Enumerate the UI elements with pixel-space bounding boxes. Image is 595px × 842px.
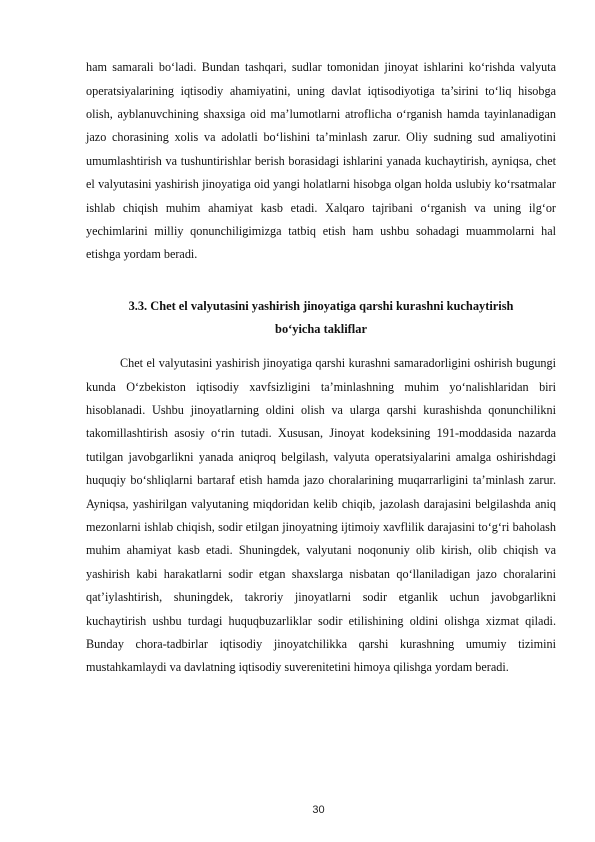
paragraph-body: Chet el valyutasini yashirish jinoyatiga qarshi kurashni samaradorligini oshirish bugungi kunda O‘zbekiston iqtisodiy xavfsizligini ta’minlashning muhim yo‘nalishlaridan biri hisoblanadi. Ushbu jinoyatlarning oldini olish va ularga qarshi kurashishda qonunchilikni takomillashtirish asosiy o‘rin tutadi. Xususan, Jinoyat kodeksining 191-moddasida nazarda tutilgan javobgarlikni yanada aniqroq belgilash, valyuta operatsiyalarini amalga oshirishdagi huquqiy bo‘shliqlarni bartaraf etish hamda jazo choralarining muqarrarligini ta’minlash zarur. Ayniqsa, yashirilgan valyutaning miqdoridan kelib chiqib, jazolash darajasini belgilashda aniq mezonlarni ishlab chiqish, sodir etilgan jinoyatning ijtimoiy xavflilik darajasini to‘g‘ri baholash muhim ahamiyat kasb etadi. Shuningdek, valyutani noqonuniy olib kirish, olib chiqish va yashirish kabi harakatlarni sodir etgan shaxslarga nisbatan qo‘llaniladigan jazo choralarini qat’iylashtirish, shuningdek, takroriy jinoyatlarni sodir etganlik uchun javobgarlikni kuchaytirish ushbu turdagi huquqbuzarliklar sodir etilishining oldini olishga xizmat qiladi. Bunday chora-tadbirlar iqtisodiy jinoyatchilikka qarshi kurashning umumiy tizimini mustahkamlaydi va davlatning iqtisodiy suverenitetini himoya qilishga yordam beradi.: [86, 356, 556, 675]
section-heading-line-1: 3.3. Chet el valyutasini yashirish jinoyatiga qarshi kurashni kuchaytirish: [128, 299, 514, 313]
section-heading: [86, 295, 556, 342]
section-heading-line-2: bo‘yicha takliflar: [275, 322, 367, 337]
paragraph-continuation: ham samarali bo‘ladi. Bundan tashqari, sudlar tomonidan jinoyat ishlarini ko‘rishda valyuta operatsiyalarining iqtisodiy ahamiyatini, uning davlat iqtisodiyotiga ta’sirini to‘liq hisobga olish, ayblanuvchining shaxsiga oid ma’lumotlarni atroflicha o‘rganish hamda tayinlanadigan jazo chorasining xolis va adolatli bo‘lishini ta’minlash zarur. Oliy sudning sud amaliyotini umumlashtirish va tushuntirishlar berish borasidagi ishlarini yanada kuchaytirish, ayniqsa, chet el valyutasini yashirish jinoyatiga oid yangi holatlarni hisobga olgan holda uslubiy ko‘rsatmalar ishlab chiqish muhim ahamiyat kasb etadi. Xalqaro tajribani o‘rganish va uning ilg‘or yechimlarini milliy qonunchiligimizga tatbiq etish ham ushbu sohadagi muammolarni hal etishga yordam beradi.: [86, 60, 556, 262]
page-number: 30: [312, 804, 325, 816]
